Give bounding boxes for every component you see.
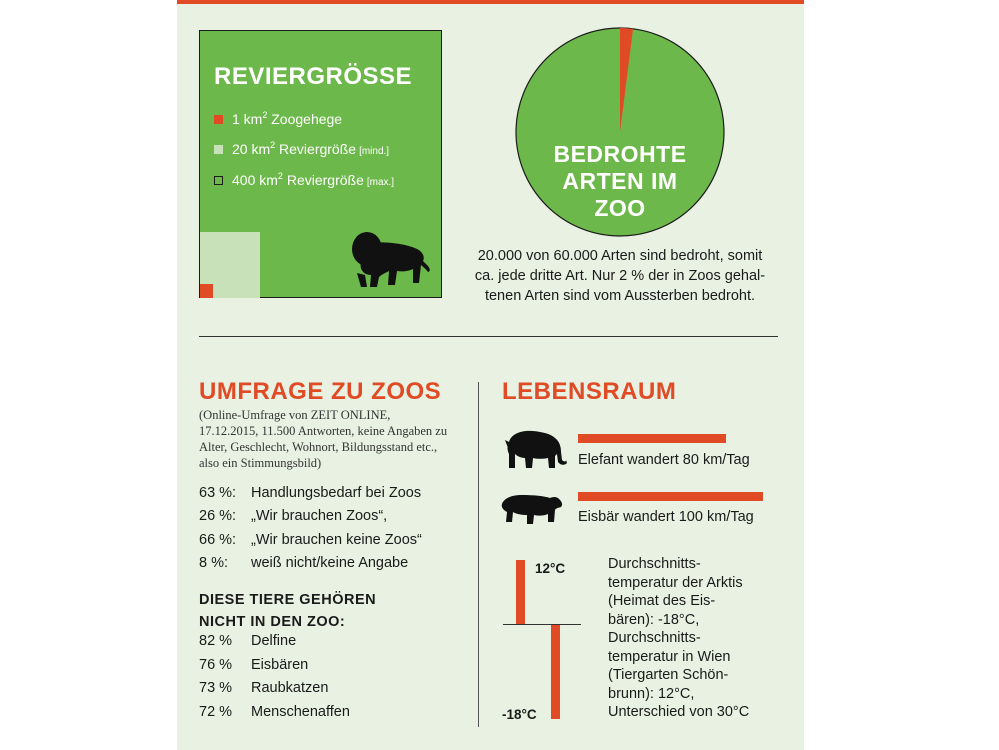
survey-note: (Online-Umfrage von ZEIT ONLINE, 17.12.2015, 11.500 Antworten, keine Angaben zu Alter, Geschlecht, Wohnort, Bildungsstand etc., also ein Stimmungsbild) bbox=[199, 408, 448, 470]
animal-vote-row: 72 % Menschenaffen bbox=[199, 704, 350, 720]
legend-swatch-outline bbox=[214, 176, 223, 185]
elephant-distance-bar bbox=[578, 434, 726, 443]
survey-result: 66 %: „Wir brauchen keine Zoos“ bbox=[199, 532, 422, 548]
endangered-description: 20.000 von 60.000 Arten sind bedroht, somit ca. jede dritte Art. Nur 2 % der in Zoos gehal- tenen Arten sind vom Aussterben bedroht. bbox=[474, 248, 766, 304]
zoo-enclosure-square bbox=[200, 284, 213, 298]
column-divider bbox=[478, 382, 479, 727]
legend-min-territory: 20 $km^2$ Reviergröße [mind.] bbox=[214, 141, 389, 157]
legend-max-territory: 400 $km^2$ Reviergröße [max.] bbox=[214, 172, 394, 188]
legend-swatch-light bbox=[214, 145, 223, 154]
legend-swatch-red bbox=[214, 115, 223, 124]
polar-bear-distance-bar bbox=[578, 492, 763, 501]
pie-label: BEDROHTE ARTEN IM ZOO bbox=[553, 141, 687, 221]
elephant-icon bbox=[503, 428, 567, 468]
zero-line bbox=[503, 624, 581, 625]
territory-title: REVIERGRÖSSE bbox=[214, 63, 413, 90]
survey-result: 26 %: „Wir brauchen Zoos“, bbox=[199, 508, 388, 524]
polar-bear-distance-label: Eisbär wandert 100 km/Tag bbox=[578, 509, 754, 525]
polar-bear-icon bbox=[500, 490, 564, 526]
section-divider bbox=[199, 336, 778, 337]
lion-silhouette-icon bbox=[351, 231, 431, 289]
survey-title: UMFRAGE ZU ZOOS bbox=[199, 378, 442, 405]
arctic-temp-bar bbox=[551, 624, 560, 719]
animal-vote-row: 76 % Eisbären bbox=[199, 657, 309, 673]
survey-result: 63 %: Handlungsbedarf bei Zoos bbox=[199, 485, 422, 501]
animal-vote-row: 82 % Delfine bbox=[199, 633, 297, 649]
arctic-temp-label: -18°C bbox=[502, 707, 537, 722]
animals-not-in-zoo-heading: DIESE TIERE GEHÖREN NICHT IN DEN ZOO: bbox=[199, 592, 377, 630]
top-accent-line bbox=[177, 0, 804, 4]
elephant-distance-label: Elefant wandert 80 km/Tag bbox=[578, 452, 750, 468]
legend-zoo-enclosure: 1 $km^2$ Zoogehege bbox=[214, 111, 342, 127]
vienna-temp-bar bbox=[516, 560, 525, 624]
territory-box bbox=[199, 30, 442, 298]
habitat-title: LEBENSRAUM bbox=[502, 378, 677, 405]
vienna-temp-label: 12°C bbox=[535, 561, 566, 576]
animal-vote-row: 73 % Raubkatzen bbox=[199, 680, 329, 696]
survey-result: 8 %: weiß nicht/keine Angabe bbox=[199, 555, 409, 571]
temperature-description: Durchschnitts- temperatur der Arktis (Heimat des Eis- bären): -18°C, Durchschnitts- temperatur in Wien (Tiergarten Schön- brunn): 12°C, Unterschied von 30°C bbox=[608, 556, 750, 720]
